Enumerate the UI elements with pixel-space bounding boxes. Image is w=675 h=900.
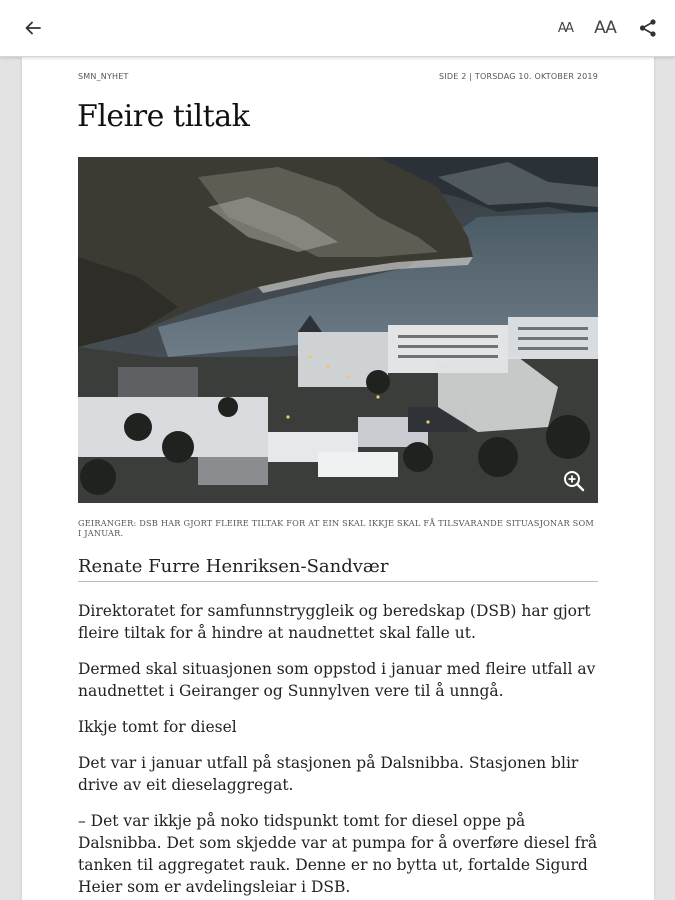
zoom-in-icon [562,469,586,493]
back-button[interactable] [18,14,48,42]
page-info: SIDE 2 | TORSDAG 10. OKTOBER 2019 [439,72,598,81]
section-label: SMN_NYHET [78,72,129,81]
top-app-bar [0,0,675,57]
paragraph: Direktoratet for samfunnstryggleik og beredskap (DSB) har gjort fleire tiltak for å hindre at naudnettet skal falle ut. [78,602,591,642]
paragraph: – Det var ikkje på noko tidspunkt tomt for diesel oppe på Dalsnibba. Det som skjedde var at pumpa for å overføre diesel frå tanken til aggregatet rauk. Denne er no bytta ut, fortalde Sigurd Heier som er avdelingsleiar i DSB. [78,812,598,896]
paragraph: Det var i januar utfall på stasjonen på Dalsnibba. Stasjonen blir drive av eit dieselaggregat. [78,754,579,794]
font-small-label: AA [557,20,573,36]
font-large-label: AA [594,18,616,38]
geiranger-photo [78,157,598,503]
article-title: Fleire tiltak [77,99,250,134]
byline: Renate Furre Henriksen-Sandvær [78,556,598,582]
increase-font-button[interactable] [590,14,620,42]
decrease-font-button[interactable] [550,14,580,42]
arrow-left-icon [24,19,42,37]
subheading: Ikkje tomt for diesel [78,718,237,736]
share-icon [638,18,658,38]
paragraph: Dermed skal situasjonen som oppstod i januar med fleire utfall av naudnettet i Geiranger og Sunnylven vere til å unngå. [78,660,596,700]
zoom-image-button[interactable] [560,467,588,495]
photo-caption: GEIRANGER: DSB HAR GJORT FLEIRE TILTAK FOR AT EIN SKAL IKKJE SKAL FÅ TILSVARANDE SITUASJONAR SOM I JANUAR. [78,518,594,538]
article-page [22,57,654,900]
share-button[interactable] [633,14,663,42]
article-photo[interactable] [78,157,598,503]
